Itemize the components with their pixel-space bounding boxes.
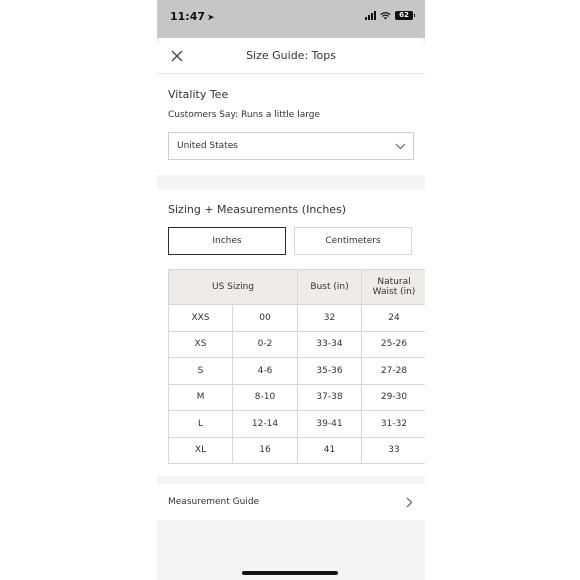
table-row: M 8-10 37-38 29-30 <box>169 384 426 411</box>
chevron-right-icon <box>406 497 413 508</box>
status-bar <box>157 0 425 38</box>
location-arrow-icon: ➤ <box>207 13 215 23</box>
section-title: Sizing + Measurements (Inches) <box>168 203 347 216</box>
table-row: XXS 00 32 24 <box>169 305 426 332</box>
fit-feedback: Customers Say: Runs a little large <box>168 110 321 120</box>
country-select[interactable] <box>168 132 414 160</box>
size-guide-sheet <box>157 38 425 580</box>
header-natural-waist: Natural Waist (in) <box>362 270 426 305</box>
status-icons <box>365 11 413 20</box>
chevron-down-icon <box>395 143 406 150</box>
measurements-section <box>157 190 425 476</box>
sheet-header <box>157 38 425 74</box>
country-select-value: United States <box>177 141 238 151</box>
table-row: L 12-14 39-41 31-32 <box>169 411 426 438</box>
table-header-row <box>169 270 426 305</box>
table-row: XL 16 41 33 <box>169 437 426 464</box>
table-row: S 4-6 35-36 27-28 <box>169 358 426 385</box>
header-us-sizing: US Sizing <box>169 270 298 305</box>
table-row: XS 0-2 33-34 25-26 <box>169 331 426 358</box>
unit-toggle <box>168 227 425 255</box>
measurement-guide-link[interactable] <box>157 484 425 520</box>
header-bust: Bust (in) <box>298 270 362 305</box>
status-time: 11:47 ➤ <box>170 10 215 23</box>
phone-screen <box>157 0 425 580</box>
home-indicator <box>242 571 338 575</box>
measurement-guide-label: Measurement Guide <box>168 497 260 507</box>
size-table <box>168 269 425 464</box>
page-title: Size Guide: Tops <box>246 49 336 62</box>
inches-button[interactable]: Inches <box>168 227 286 255</box>
wifi-icon <box>380 11 391 20</box>
product-name: Vitality Tee <box>168 88 229 101</box>
battery-icon: 62 <box>395 11 413 20</box>
cellular-signal-icon <box>365 11 376 20</box>
centimeters-button[interactable]: Centimeters <box>294 227 412 255</box>
product-section <box>157 74 425 175</box>
